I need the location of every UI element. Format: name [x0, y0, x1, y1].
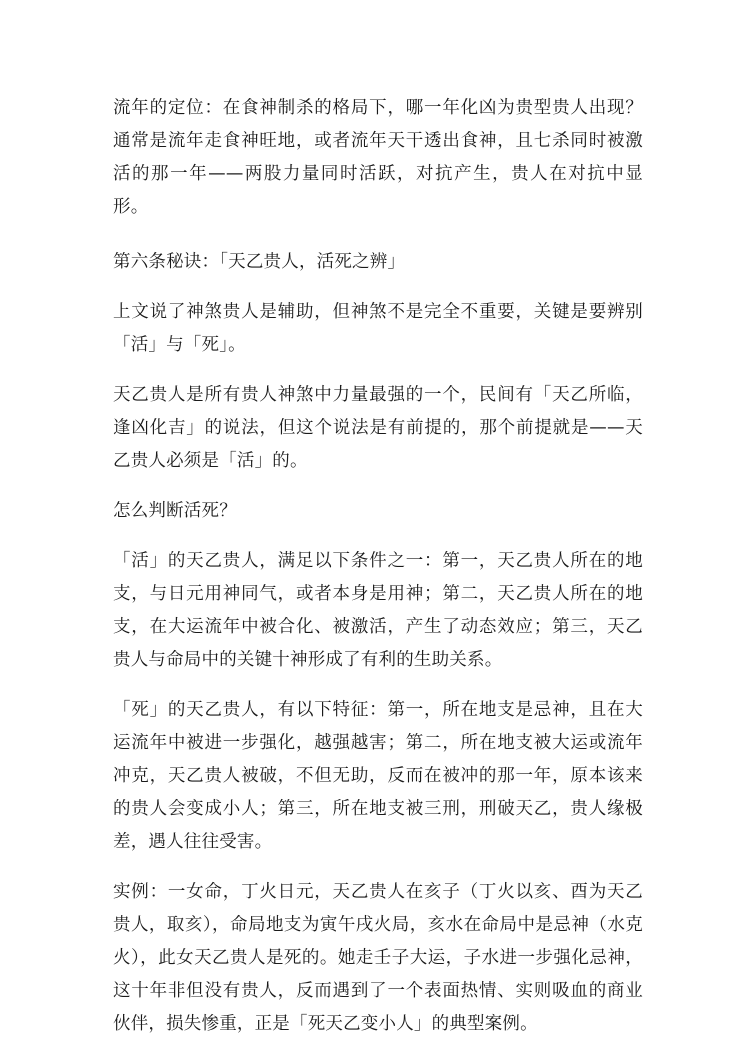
- paragraph-dead-features: 「死」的天乙贵人，有以下特征：第一，所在地支是忌神，且在大运流年中被进一步强化，越强越害；第二，所在地支被大运或流年冲克，天乙贵人被破，不但无助，反而在被冲的那一年，原本该来的贵人会变成小人；第三，所在地支被三刑，刑破天乙，贵人缘极差，遇人往往受害。: [113, 700, 643, 852]
- section-heading-sixth-secret: 第六条秘诀：「天乙贵人，活死之辨」: [113, 252, 406, 272]
- paragraph-example-case: 实例：一女命，丁火日元，天乙贵人在亥子（丁火以亥、酉为天乙贵人，取亥），命局地支为寅午戌火局，亥水在命局中是忌神（水克火），此女天乙贵人是死的。她走壬子大运，子水进一步强化忌神，这十年非但没有贵人，反而遇到了一个表面热情、实则吸血的商业伙伴，损失惨重，正是「死天乙变小人」的典型案例。: [113, 882, 643, 1034]
- paragraph-liunian-positioning: 流年的定位：在食神制杀的格局下，哪一年化凶为贵型贵人出现？通常是流年走食神旺地，或者流年天干透出食神，且七杀同时被激活的那一年——两股力量同时活跃，对抗产生，贵人在对抗中显形。: [113, 98, 643, 217]
- article-body: [113, 92, 643, 1058]
- paragraph-tianyi-strongest: 天乙贵人是所有贵人神煞中力量最强的一个，民间有「天乙所临，逢凶化吉」的说法，但这个说法是有前提的，那个前提就是——天乙贵人必须是「活」的。: [113, 385, 643, 471]
- paragraph-live-dead-intro: 上文说了神煞贵人是辅助，但神煞不是完全不重要，关键是要辨别「活」与「死」。: [113, 302, 643, 355]
- paragraph-live-conditions: 「活」的天乙贵人，满足以下条件之一：第一，天乙贵人所在的地支，与日元用神同气，或者本身是用神；第二，天乙贵人所在的地支，在大运流年中被合化、被激活，产生了动态效应；第三，天乙贵人与命局中的关键十神形成了有利的生助关系。: [113, 551, 643, 670]
- paragraph-how-to-judge: 怎么判断活死？: [113, 501, 237, 521]
